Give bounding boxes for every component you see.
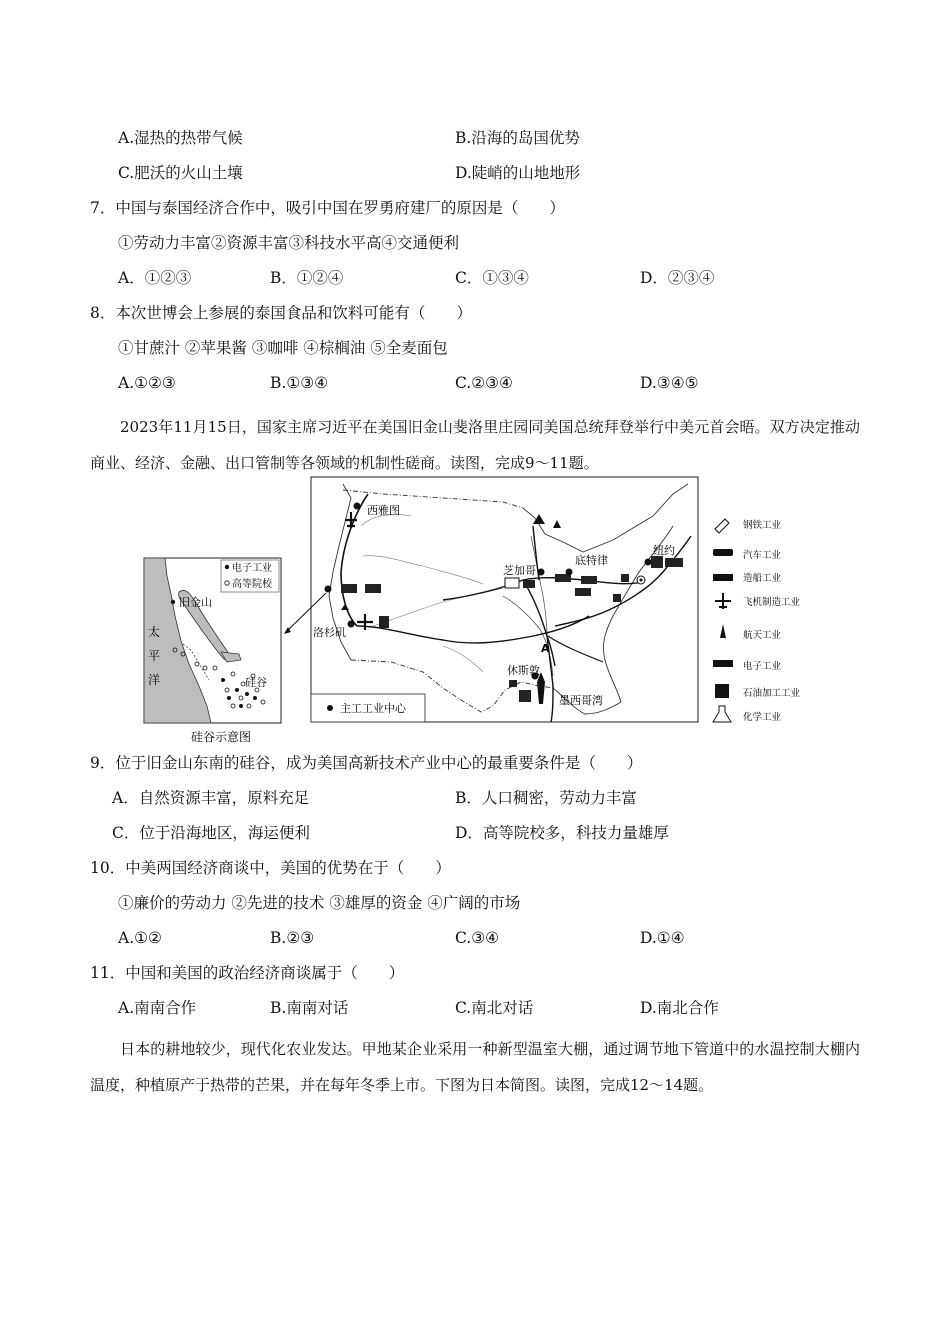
inset-legend-dot-electronics xyxy=(225,565,229,569)
q6-option-d: D.陡峭的山地地形 xyxy=(455,164,581,182)
q6-option-a: A.湿热的热带气候 xyxy=(118,129,243,147)
map-legend-center: 主工工业中心 xyxy=(340,702,406,715)
electronics-icon xyxy=(365,584,381,593)
chip-icon xyxy=(713,660,733,667)
city-new-york: 纽约 xyxy=(653,544,675,557)
industry-legend xyxy=(713,519,801,723)
city-los-angeles: 洛杉矶 xyxy=(313,626,346,639)
rocket-icon xyxy=(720,624,726,638)
q11-option-d: D.南北合作 xyxy=(640,999,719,1017)
city-houston: 休斯敦 xyxy=(507,664,540,677)
q10-stem: 10．中美两国经济商谈中，美国的优势在于（ ） xyxy=(90,859,451,877)
q11-option-a: A.南南合作 xyxy=(118,999,197,1017)
industry-legend-5: 电子工业 xyxy=(743,661,782,672)
inset-caption: 硅谷示意图 xyxy=(190,730,252,744)
inset-ocean-2: 平 xyxy=(148,649,161,663)
q10-option-c: C.③④ xyxy=(455,929,500,947)
q7-option-a: A．①②③ xyxy=(118,269,192,287)
q9-option-c: C．位于沿海地区，海运便利 xyxy=(112,824,310,842)
oil-refining-icon-la xyxy=(379,616,389,628)
passage-japan-agriculture: 日本的耕地较少，现代化农业发达。甲地某企业采用一种新型温室大棚，通过调节地下管道中的水温控制大棚内温度，种植原产于热带的芒果，并在每年冬季上市。下图为日本简图。读图，完成12～14题。 xyxy=(90,1040,860,1094)
industry-legend-3: 飞机制造工业 xyxy=(743,597,801,608)
industry-legend-0: 钢铁工业 xyxy=(743,520,782,531)
plane-icon xyxy=(715,593,731,609)
industry-legend-2: 造船工业 xyxy=(743,573,782,584)
us-industry-map-figure xyxy=(143,476,813,752)
q10-items: ①廉价的劳动力 ②先进的技术 ③雄厚的资金 ④广阔的市场 xyxy=(118,894,521,912)
industry-legend-7: 化学工业 xyxy=(743,712,782,723)
q9-stem: 9．位于旧金山东南的硅谷，成为美国高新技术产业中心的最重要条件是（ ） xyxy=(90,754,643,772)
q11-option-c: C.南北对话 xyxy=(455,999,534,1017)
q7-stem: 7．中国与泰国经济合作中，吸引中国在罗勇府建厂的原因是（ ） xyxy=(90,199,565,217)
q9-option-d: D．高等院校多，科技力量雄厚 xyxy=(455,824,669,842)
q8-option-b: B.①③④ xyxy=(270,374,329,392)
q8-items: ①甘蔗汁 ②苹果酱 ③咖啡 ④棕榈油 ⑤全麦面包 xyxy=(118,339,448,357)
q11-stem: 11．中国和美国的政治经济商谈属于（ ） xyxy=(90,964,405,982)
inset-legend-electronics: 电子工业 xyxy=(232,563,272,574)
inset-ocean-1: 太 xyxy=(148,625,161,639)
city-chicago: 芝加哥 xyxy=(503,564,536,577)
city-seattle: 西雅图 xyxy=(367,504,400,517)
silicon-valley-inset xyxy=(144,558,281,723)
ship-icon xyxy=(713,574,733,581)
q7-option-c: C．①③④ xyxy=(455,269,529,287)
q11-option-b: B.南南对话 xyxy=(270,999,349,1017)
q9-option-a: A．自然资源丰富，原料充足 xyxy=(112,789,310,807)
inset-legend-universities: 高等院校 xyxy=(232,579,272,590)
point-a-label: A xyxy=(541,642,550,655)
q7-items: ①劳动力丰富②资源丰富③科技水平高④交通便利 xyxy=(118,234,460,252)
chemical-icon xyxy=(505,578,519,588)
inset-label-silicon-valley: 硅谷 xyxy=(245,676,267,689)
label-gulf-of-mexico: 墨西哥湾 xyxy=(559,694,603,707)
oil-refining-icon-houston xyxy=(519,690,531,702)
passage-us-china-summit: 2023年11月15日，国家主席习近平在美国旧金山斐洛里庄园同美国总统拜登举行中美元首会晤。双方决定推动商业、经济、金融、出口管制等各领域的机制性磋商。读图，完成9～11题。 xyxy=(90,418,860,472)
q8-option-d: D.③④⑤ xyxy=(640,374,699,392)
inset-label-sf: 旧金山 xyxy=(179,596,212,609)
q8-stem: 8．本次世博会上参展的泰国食品和饮料可能有（ ） xyxy=(90,304,472,322)
q6-option-c: C.肥沃的火山土壤 xyxy=(118,164,243,182)
refinery-icon xyxy=(715,684,729,698)
flask-icon xyxy=(713,706,731,722)
q10-option-a: A.①② xyxy=(118,929,162,947)
q8-option-c: C.②③④ xyxy=(455,374,513,392)
q7-option-d: D．②③④ xyxy=(640,269,715,287)
steel-icon xyxy=(715,519,729,533)
industry-legend-1: 汽车工业 xyxy=(743,550,782,561)
q6-option-b: B.沿海的岛国优势 xyxy=(455,129,580,147)
inset-ocean-3: 洋 xyxy=(148,673,161,687)
car-icon xyxy=(713,549,733,556)
industry-legend-6: 石油加工工业 xyxy=(743,688,801,699)
industry-legend-4: 航天工业 xyxy=(743,630,782,641)
q9-option-b: B．人口稠密，劳动力丰富 xyxy=(455,789,637,807)
shipbuilding-icon xyxy=(341,584,357,593)
q7-option-b: B．①②④ xyxy=(270,269,344,287)
q10-option-d: D.①④ xyxy=(640,929,685,947)
city-detroit: 底特律 xyxy=(575,554,608,567)
inset-legend-circle-universities xyxy=(225,581,229,585)
q10-option-b: B.②③ xyxy=(270,929,315,947)
q8-option-a: A.①②③ xyxy=(118,374,176,392)
